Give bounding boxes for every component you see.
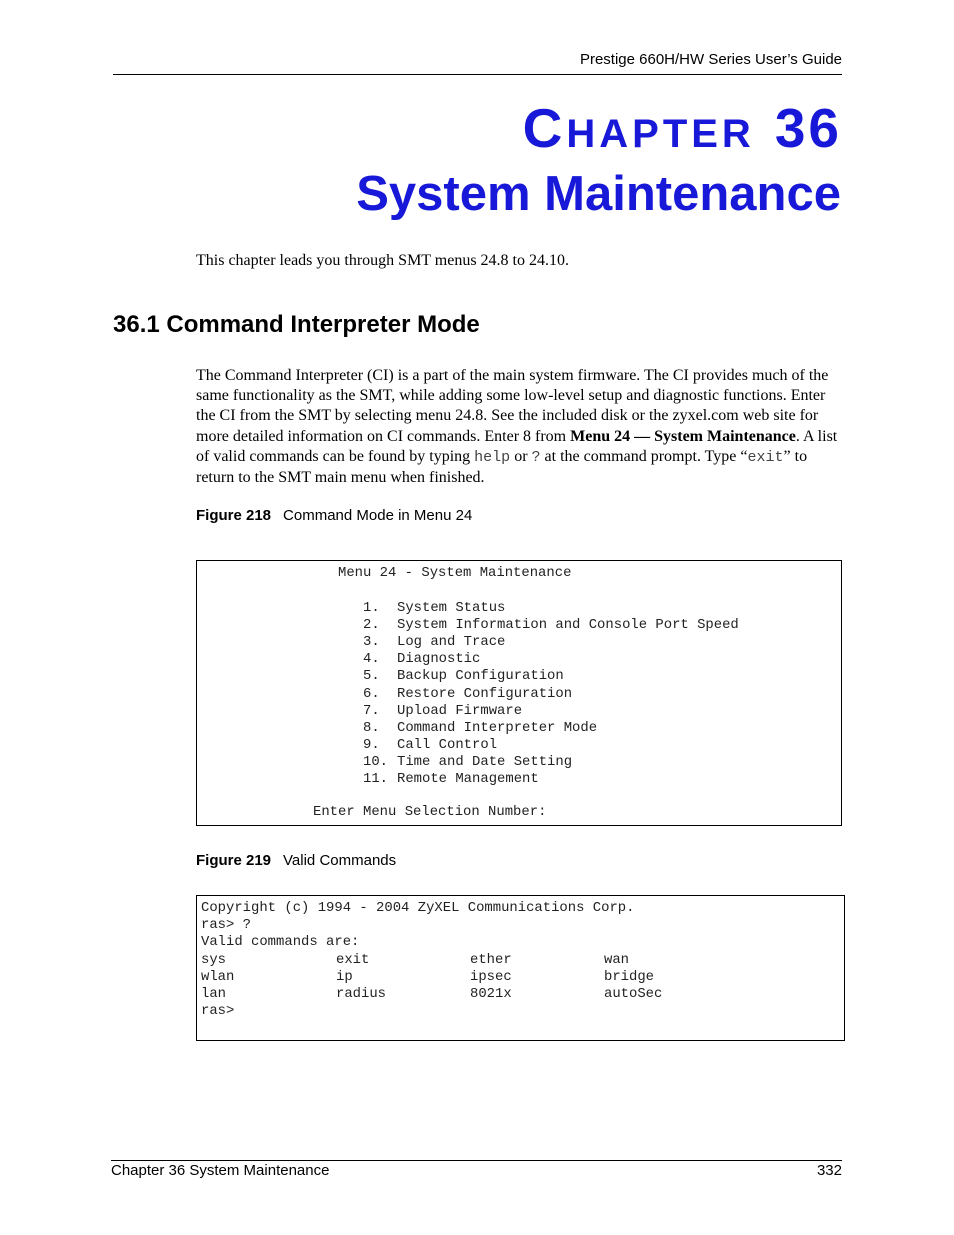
chapter-number: 36 bbox=[774, 97, 842, 159]
menu-item-label: Backup Configuration bbox=[397, 668, 564, 685]
menu-item-number: 10. bbox=[363, 753, 389, 770]
chapter-title: System Maintenance bbox=[356, 167, 841, 221]
menu-title: Menu 24 - System Maintenance bbox=[338, 565, 572, 581]
header-rule bbox=[113, 74, 842, 75]
figure-label: Figure 219 bbox=[196, 852, 272, 869]
command-name: ether bbox=[470, 952, 512, 968]
final-prompt: ras> bbox=[201, 1003, 235, 1019]
menu-item-label: Log and Trace bbox=[397, 634, 506, 651]
menu-item-number: 2. bbox=[363, 617, 380, 634]
chapter-label bbox=[523, 96, 842, 160]
question-command: ? bbox=[531, 448, 541, 466]
copyright-line: Copyright (c) 1994 - 2004 ZyXEL Communications Corp. bbox=[201, 900, 635, 916]
command-name: exit bbox=[336, 952, 370, 968]
para-menu-ref: Menu 24 — System Maintenance bbox=[570, 427, 796, 445]
exit-command: exit bbox=[747, 448, 784, 466]
menu-item-label: Time and Date Setting bbox=[397, 753, 573, 770]
menu-item-label: Command Interpreter Mode bbox=[397, 719, 598, 736]
figure-caption-text: Valid Commands bbox=[283, 852, 397, 869]
command-name: ipsec bbox=[470, 969, 512, 985]
menu-item-label: Restore Configuration bbox=[397, 685, 573, 702]
menu-item-number: 7. bbox=[363, 702, 380, 719]
menu-item-number: 5. bbox=[363, 668, 380, 685]
command-line: ras> ? bbox=[201, 917, 252, 933]
command-name: ip bbox=[336, 969, 353, 985]
command-name: wan bbox=[604, 952, 630, 968]
menu-item-label: Diagnostic bbox=[397, 651, 481, 668]
menu-item-label: Call Control bbox=[397, 736, 498, 753]
menu-prompt: Enter Menu Selection Number: bbox=[313, 804, 547, 820]
running-header: Prestige 660H/HW Series User’s Guide bbox=[579, 51, 842, 68]
command-name: wlan bbox=[201, 969, 235, 985]
figure-caption-text: Command Mode in Menu 24 bbox=[283, 507, 473, 524]
menu-item-number: 3. bbox=[363, 634, 380, 651]
body-paragraph bbox=[196, 366, 846, 488]
menu-item-label: Remote Management bbox=[397, 771, 539, 787]
command-name: autoSec bbox=[604, 986, 663, 1002]
menu-item-number: 4. bbox=[363, 651, 380, 668]
chapter-label-rest: HAPTER bbox=[566, 112, 755, 156]
command-name: bridge bbox=[604, 969, 655, 985]
menu-item-label: System Status bbox=[397, 600, 506, 616]
page-number: 332 bbox=[816, 1162, 842, 1179]
footer-rule bbox=[111, 1160, 842, 1161]
figure-label: Figure 218 bbox=[196, 507, 272, 524]
valid-commands-header: Valid commands are: bbox=[201, 934, 360, 950]
menu-item-number: 9. bbox=[363, 736, 380, 753]
footer-chapter-title: Chapter 36 System Maintenance bbox=[111, 1162, 330, 1179]
command-name: radius bbox=[336, 986, 387, 1002]
para-text: . A list of valid commands can be found by typing bbox=[196, 427, 838, 465]
menu-item-number: 6. bbox=[363, 685, 380, 702]
para-text: The Command Interpreter (CI) is a part of the main system firmware. The CI provides much of the same functionality as the SMT, while adding some low-level setup and diagnostic functions. Enter the CI from the SMT by selecting menu 24.8. See the included disk or the zyxel.com web site for more detailed information on CI commands. Enter 8 from bbox=[196, 367, 829, 445]
intro-text: This chapter leads you through SMT menus 24.8 to 24.10. bbox=[196, 252, 569, 269]
command-name: sys bbox=[201, 952, 227, 968]
figure-219-caption bbox=[196, 852, 396, 869]
valid-commands-screen bbox=[196, 895, 845, 1041]
figure-218-caption bbox=[196, 507, 472, 524]
help-command: help bbox=[474, 448, 511, 466]
menu-item-number: 11. bbox=[363, 771, 389, 787]
menu-item-label: System Information and Console Port Speed bbox=[397, 617, 739, 634]
para-text: or bbox=[510, 447, 532, 465]
para-text: at the command prompt. Type “ bbox=[540, 447, 748, 465]
para-text: ” to return to the SMT main menu when finished. bbox=[196, 447, 808, 487]
menu-item-label: Upload Firmware bbox=[397, 702, 523, 719]
command-name: lan bbox=[201, 986, 227, 1002]
menu-item-number: 1. bbox=[363, 600, 380, 616]
command-name: 8021x bbox=[470, 986, 512, 1002]
chapter-label-initial: C bbox=[522, 97, 567, 159]
section-heading: 36.1 Command Interpreter Mode bbox=[113, 311, 480, 338]
menu-24-screen bbox=[196, 560, 842, 826]
menu-item-number: 8. bbox=[363, 719, 380, 736]
